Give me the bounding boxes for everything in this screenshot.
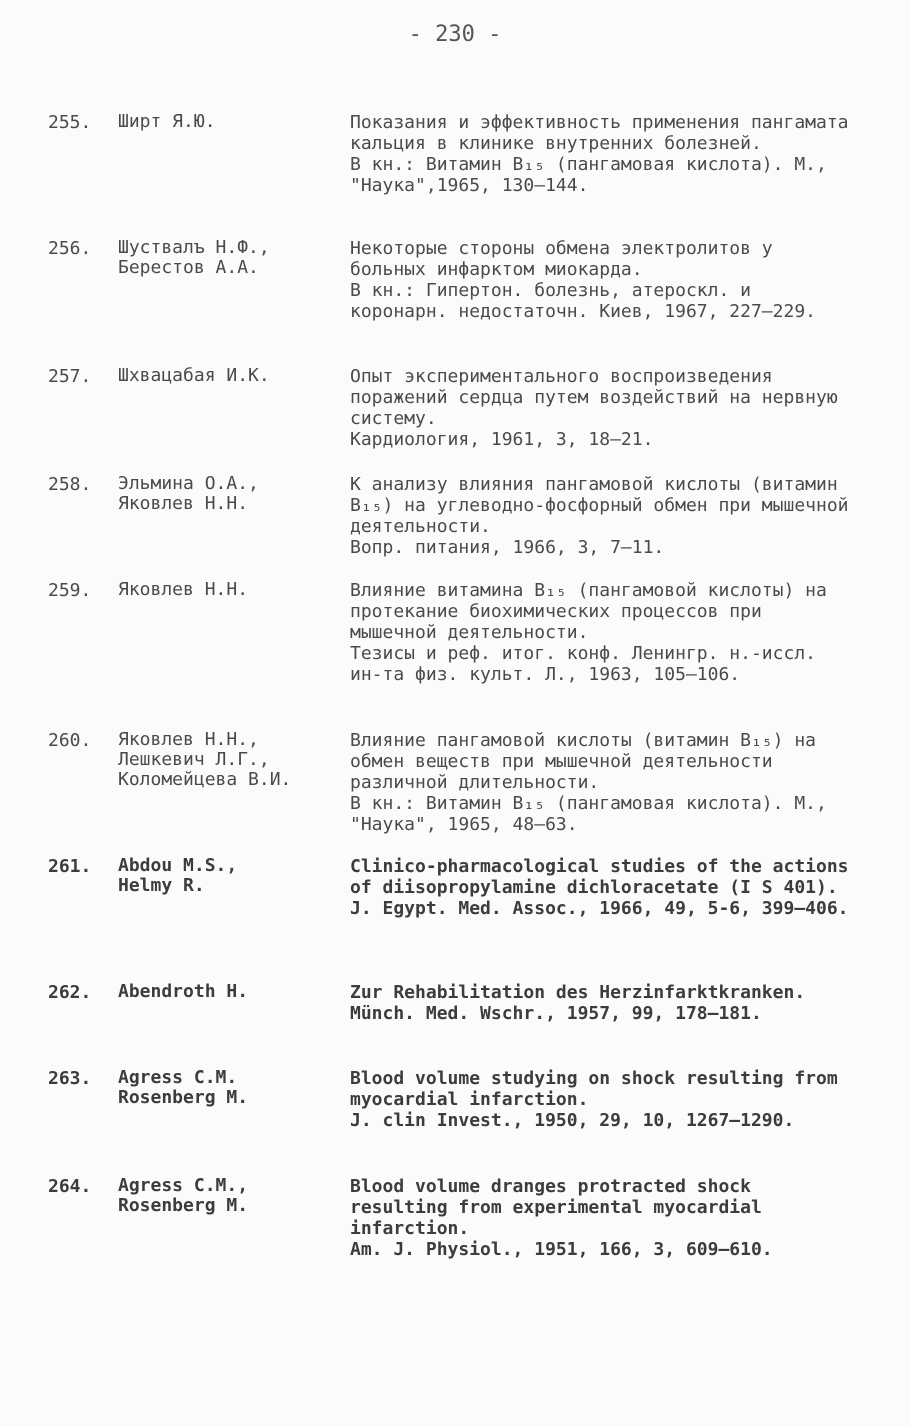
entry-source: Вопр. питания, 1966, 3, 7–11. <box>350 537 665 558</box>
author: Берестов А.А. <box>118 257 259 278</box>
entry-title: Опыт экспериментального воспроизведения поражений сердца путем воздействий на нервную систему. <box>350 366 838 429</box>
entry-reference <box>350 730 855 835</box>
author: Яковлев Н.Н. <box>118 579 249 600</box>
entry-authors <box>118 580 358 600</box>
entry-title: Некоторые стороны обмена электролитов у больных инфарктом миокарда. <box>350 238 773 280</box>
entry-title: Blood volume studying on shock resulting from myocardial infarction. <box>350 1068 838 1110</box>
entry-number: 258. <box>48 474 92 495</box>
entry-title: К анализу влияния пангамовой кислоты (витамин B₁₅) на углеводно-фосфорный обмен при мышечной деятельности. <box>350 474 849 537</box>
author: Rosenberg M. <box>118 1087 249 1108</box>
entry-authors <box>118 1176 358 1216</box>
author: Ширт Я.Ю. <box>118 111 216 132</box>
entry-source: J. clin Invest., 1950, 29, 10, 1267–1290. <box>350 1110 795 1131</box>
author: Лешкевич Л.Г., <box>118 749 270 770</box>
author: Эльмина О.А., <box>118 473 259 494</box>
entry-reference <box>350 238 855 322</box>
entry-authors <box>118 982 358 1002</box>
entry-authors <box>118 856 358 896</box>
entry-reference <box>350 366 855 450</box>
entry-number: 255. <box>48 112 92 133</box>
entry-number: 263. <box>48 1068 92 1089</box>
entry-title: Blood volume dranges protracted shock resulting from experimental myocardial infarction. <box>350 1176 762 1239</box>
author: Abdou M.S., <box>118 855 238 876</box>
entry-title: Показания и эффективность применения пангамата кальция в клинике внутренних болезней. <box>350 112 849 154</box>
author: Abendroth H. <box>118 981 249 1002</box>
entry-reference <box>350 580 855 685</box>
author: Яковлев Н.Н. <box>118 493 249 514</box>
entry-authors <box>118 730 358 790</box>
author: Agress C.M., <box>118 1175 249 1196</box>
entry-source: J. Egypt. Med. Assoc., 1966, 49, 5-6, 399–406. <box>350 898 849 919</box>
entry-reference <box>350 1068 855 1131</box>
author: Шуствалъ Н.Ф., <box>118 237 270 258</box>
entry-reference <box>350 474 855 558</box>
entry-number: 256. <box>48 238 92 259</box>
author: Яковлев Н.Н., <box>118 729 259 750</box>
entry-source: Тезисы и реф. итог. конф. Ленингр. н.-иссл. ин-та физ. культ. Л., 1963, 105–106. <box>350 643 816 685</box>
entry-title: Clinico-pharmacological studies of the actions of diisopropylamine dichloracetate (I S 401). <box>350 856 849 898</box>
entry-source: В кн.: Витамин B₁₅ (пангамовая кислота). М., "Наука", 1965, 48–63. <box>350 793 827 835</box>
author: Rosenberg M. <box>118 1195 249 1216</box>
entry-source: Кардиология, 1961, 3, 18–21. <box>350 429 654 450</box>
entry-authors <box>118 474 358 514</box>
entry-title: Влияние витамина B₁₅ (пангамовой кислоты) на протекание биохимических процессов при мышечной деятельности. <box>350 580 827 643</box>
entry-authors <box>118 238 358 278</box>
author: Helmy R. <box>118 875 205 896</box>
entry-number: 261. <box>48 856 92 877</box>
author: Коломейцева В.И. <box>118 769 292 790</box>
entry-authors <box>118 112 358 132</box>
entry-authors <box>118 1068 358 1108</box>
entry-reference <box>350 112 855 196</box>
entry-source: Münch. Med. Wschr., 1957, 99, 178–181. <box>350 1003 762 1024</box>
entry-reference <box>350 982 855 1024</box>
entry-reference <box>350 856 855 919</box>
entry-number: 257. <box>48 366 92 387</box>
entry-source: Am. J. Physiol., 1951, 166, 3, 609–610. <box>350 1239 773 1260</box>
author: Шхвацабая И.К. <box>118 365 270 386</box>
entry-number: 264. <box>48 1176 92 1197</box>
entry-reference <box>350 1176 855 1260</box>
entry-title: Zur Rehabilitation des Herzinfarktkranken. <box>350 982 806 1003</box>
entry-number: 262. <box>48 982 92 1003</box>
entry-source: В кн.: Гипертон. болезнь, атероскл. и коронарн. недостаточн. Киев, 1967, 227–229. <box>350 280 816 322</box>
entry-title: Влияние пангамовой кислоты (витамин B₁₅) на обмен веществ при мышечной деятельности различной длительности. <box>350 730 816 793</box>
entry-number: 259. <box>48 580 92 601</box>
author: Agress C.M. <box>118 1067 238 1088</box>
page-number: - 230 - <box>408 22 502 47</box>
entry-authors <box>118 366 358 386</box>
entry-number: 260. <box>48 730 92 751</box>
entry-source: В кн.: Витамин B₁₅ (пангамовая кислота). М., "Наука",1965, 130–144. <box>350 154 827 196</box>
